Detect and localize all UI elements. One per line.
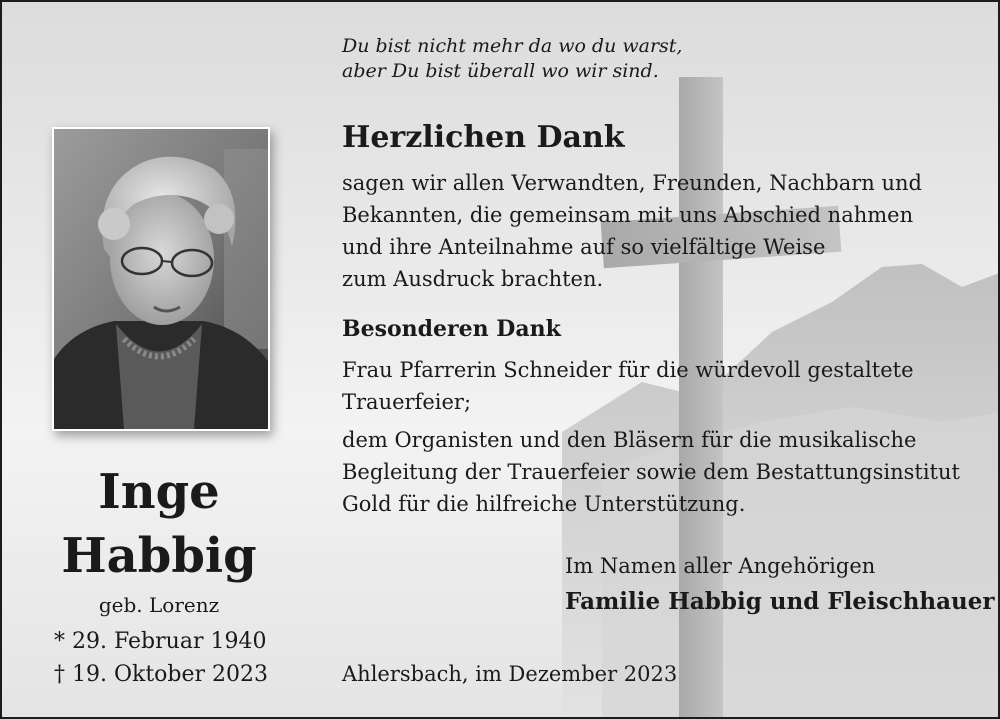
text-line: Bekannten, die gemeinsam mit uns Abschied nahmen	[342, 203, 914, 227]
quote	[342, 34, 682, 84]
text-line: sagen wir allen Verwandten, Freunden, Nachbarn und	[342, 171, 922, 195]
birth-date: * 29. Februar 1940	[54, 629, 267, 654]
place-date: Ahlersbach, im Dezember 2023	[342, 662, 678, 686]
signature-family: Familie Habbig und Fleischhauer	[565, 588, 995, 615]
portrait-photo	[52, 127, 270, 431]
special-thanks-musicians	[342, 424, 960, 520]
text-line: zum Ausdruck brachten.	[342, 267, 604, 291]
thanks-heading: Herzlichen Dank	[342, 120, 625, 155]
quote-line: aber Du bist überall wo wir sind.	[342, 60, 659, 82]
text-line: Trauerfeier;	[342, 390, 472, 414]
portrait-illustration	[54, 129, 268, 429]
text-line: Gold für die hilfreiche Unterstützung.	[342, 492, 746, 516]
quote-line: Du bist nicht mehr da wo du warst,	[342, 35, 683, 57]
birth-name: geb. Lorenz	[98, 593, 220, 617]
signature-intro: Im Namen aller Angehörigen	[565, 554, 876, 578]
text-line: Begleitung der Trauerfeier sowie dem Bestattungsinstitut	[342, 460, 960, 484]
text-line: dem Organisten und den Bläsern für die musikalische	[342, 428, 917, 452]
special-thanks-heading: Besonderen Dank	[342, 316, 561, 342]
text-line: Frau Pfarrerin Schneider für die würdevoll gestaltete	[342, 358, 914, 382]
text-line: und ihre Anteilnahme auf so vielfältige Weise	[342, 235, 826, 259]
death-date: † 19. Oktober 2023	[54, 662, 269, 687]
special-thanks-pastor	[342, 354, 914, 418]
first-name: Inge	[98, 464, 220, 520]
thanks-text	[342, 167, 922, 295]
last-name: Habbig	[61, 528, 257, 584]
